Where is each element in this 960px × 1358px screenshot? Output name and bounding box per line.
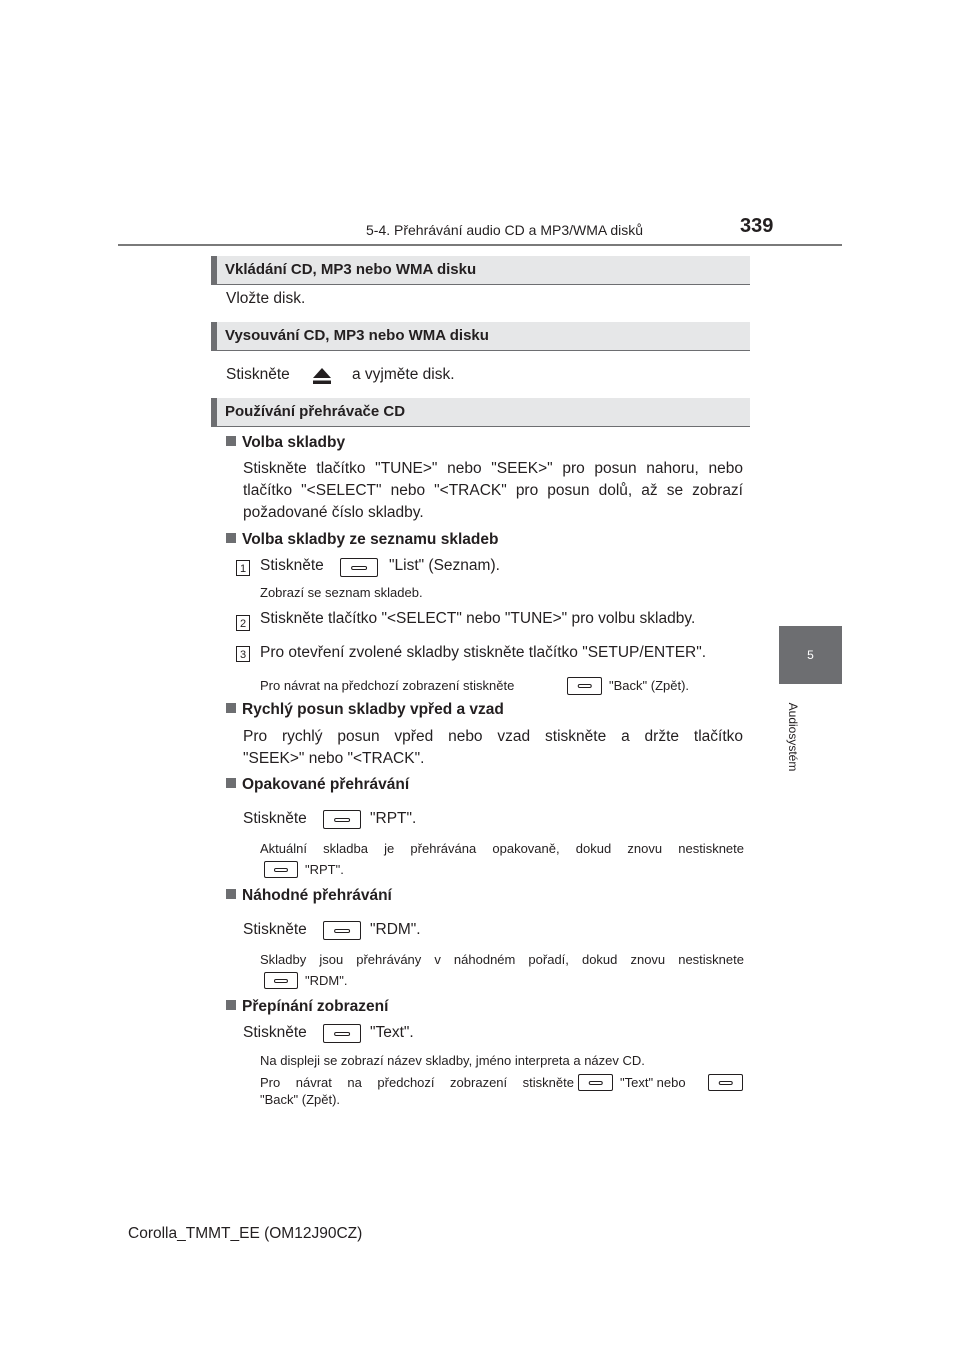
- step-1-badge: [236, 559, 250, 577]
- repeat-press: Stiskněte: [243, 810, 307, 827]
- step-3-text: Pro otevření zvolené skladby stiskněte tlačítko "SETUP/ENTER".: [260, 644, 707, 661]
- repeat-heading: [226, 776, 409, 794]
- step-2-badge: [236, 614, 250, 632]
- track-select-line3: požadované číslo skladby.: [243, 504, 424, 521]
- display-note2-mid: "Text" nebo: [620, 1075, 686, 1090]
- square-bullet-icon: [226, 1000, 236, 1010]
- rdm-button-icon-small: [264, 972, 298, 990]
- track-select-line1: Stiskněte tlačítko "TUNE>" nebo "SEEK>" pro posun nahoru, nebo: [243, 460, 743, 477]
- display-button-label: "Text".: [370, 1024, 414, 1041]
- heading-text: Rychlý posun skladby vpřed a vzad: [242, 701, 504, 718]
- random-button-label: "RDM".: [370, 921, 421, 938]
- text-button-icon-small: [578, 1074, 613, 1092]
- text-button-icon: [323, 1024, 361, 1043]
- header-rule: [118, 244, 842, 246]
- section-insert-heading: [211, 256, 750, 285]
- random-press: Stiskněte: [243, 921, 307, 938]
- step-1-note: Zobrazí se seznam skladeb.: [260, 585, 423, 600]
- step-number: 2: [236, 615, 250, 631]
- chapter-label: [778, 692, 808, 782]
- random-heading: [226, 887, 392, 905]
- back-button-icon-small: [708, 1074, 743, 1092]
- step-2-text: Stiskněte tlačítko "<SELECT" nebo "TUNE>" pro volbu skladby.: [260, 610, 696, 627]
- step-3-badge: [236, 645, 250, 663]
- display-heading: [226, 998, 388, 1016]
- track-select-line2: tlačítko "<SELECT" nebo "<TRACK" pro posun dolů, až se zobrazí: [243, 482, 743, 499]
- repeat-note-line1: Aktuální skladba je přehrávána opakovaně, dokud znovu nestisknete: [260, 841, 744, 856]
- section-title: Vysouvání CD, MP3 nebo WMA disku: [225, 327, 489, 344]
- fast-heading: [226, 701, 504, 719]
- insert-text: Vložte disk.: [226, 290, 306, 307]
- heading-text: Volba skladby ze seznamu skladeb: [242, 531, 499, 548]
- random-note-line2: "RDM".: [305, 973, 348, 988]
- step-number: 3: [236, 646, 250, 662]
- chapter-tab: [779, 626, 842, 684]
- rpt-button-icon: [323, 810, 361, 829]
- footer-manual-code: Corolla_TMMT_EE (OM12J90CZ): [128, 1225, 363, 1242]
- list-button-icon: [340, 558, 378, 577]
- square-bullet-icon: [226, 533, 236, 543]
- repeat-button-label: "RPT".: [370, 810, 417, 827]
- heading-text: Náhodné přehrávání: [242, 887, 392, 904]
- heading-text: Přepínání zobrazení: [242, 998, 389, 1015]
- track-select-heading: [226, 434, 345, 452]
- eject-text-before: Stiskněte: [226, 366, 290, 383]
- step-1-text-before: Stiskněte: [260, 557, 324, 574]
- section-title: Vkládání CD, MP3 nebo WMA disku: [225, 261, 477, 278]
- eject-icon: [312, 366, 332, 386]
- running-header: 5-4. Přehrávání audio CD a MP3/WMA disků: [366, 222, 644, 238]
- square-bullet-icon: [226, 436, 236, 446]
- back-button-icon: [567, 677, 602, 695]
- heading-text: Opakované přehrávání: [242, 776, 410, 793]
- repeat-note-line2: "RPT".: [305, 862, 344, 877]
- display-note2-line2: "Back" (Zpět).: [260, 1092, 341, 1107]
- square-bullet-icon: [226, 778, 236, 788]
- chapter-label-text: Audiosystém: [786, 702, 800, 772]
- heading-text: Volba skladby: [242, 434, 346, 451]
- square-bullet-icon: [226, 703, 236, 713]
- display-press: Stiskněte: [243, 1024, 307, 1041]
- rpt-button-icon-small: [264, 861, 298, 879]
- step-3-note-before: Pro návrat na předchozí zobrazení stiskněte: [260, 678, 515, 693]
- section-using-heading: [211, 398, 750, 427]
- display-note1: Na displeji se zobrazí název skladby, jméno interpreta a název CD.: [260, 1053, 645, 1068]
- eject-text-after: a vyjměte disk.: [352, 366, 455, 383]
- square-bullet-icon: [226, 889, 236, 899]
- random-note-line1: Skladby jsou přehrávány v náhodném pořadí, dokud znovu nestisknete: [260, 952, 744, 967]
- step-3-note-after: "Back" (Zpět).: [609, 678, 690, 693]
- section-title: Používání přehrávače CD: [225, 403, 406, 420]
- fast-line1: Pro rychlý posun vpřed nebo vzad stiskněte a držte tlačítko: [243, 728, 743, 745]
- step-number: 1: [236, 560, 250, 576]
- step-1-text-after: "List" (Seznam).: [389, 557, 500, 574]
- display-note2-line1: Pro návrat na předchozí zobrazení stiskněte: [260, 1075, 574, 1090]
- fast-line2: "SEEK>" nebo "<TRACK".: [243, 750, 425, 767]
- rdm-button-icon: [323, 921, 361, 940]
- track-list-heading: [226, 531, 498, 549]
- section-eject-heading: [211, 322, 750, 351]
- page-number: 339: [740, 215, 774, 237]
- chapter-number: 5: [807, 648, 814, 662]
